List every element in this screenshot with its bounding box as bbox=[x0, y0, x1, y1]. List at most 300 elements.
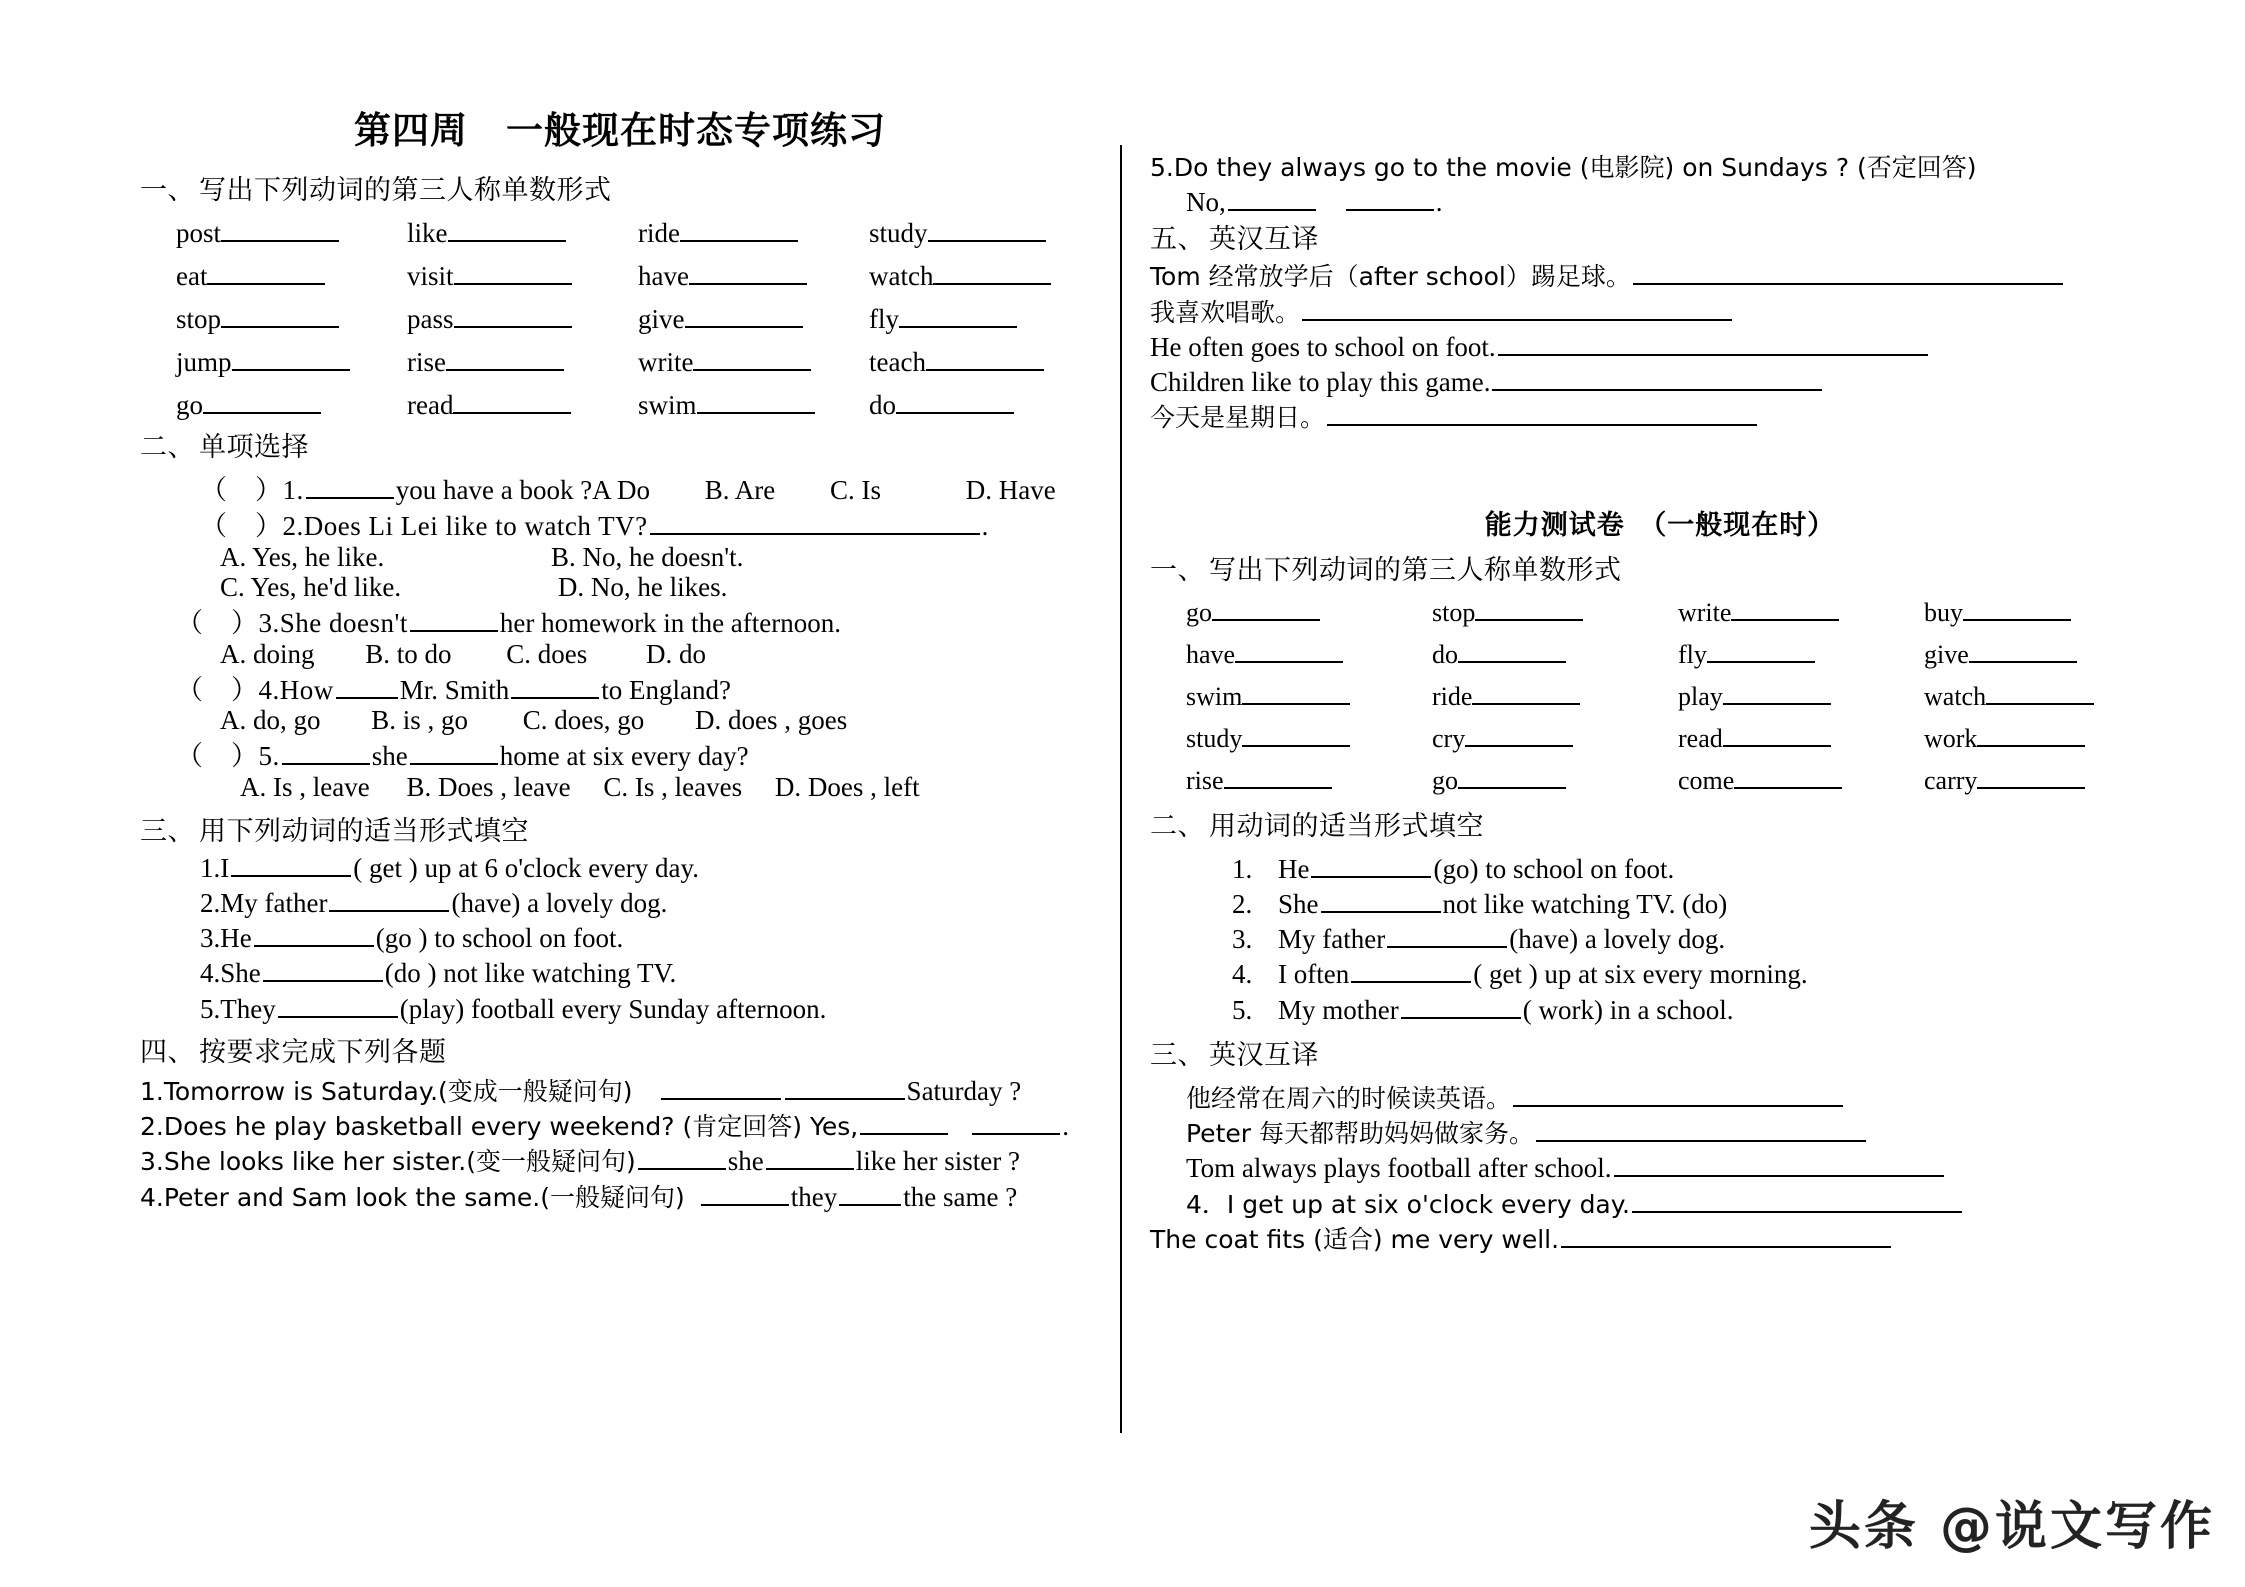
verb-label: carry bbox=[1924, 765, 1978, 795]
verb-blank[interactable] bbox=[453, 385, 571, 414]
mc-option-3d[interactable]: D. do bbox=[646, 638, 707, 669]
answer-blank[interactable] bbox=[766, 1141, 854, 1170]
test-fill-item bbox=[1186, 990, 2170, 1025]
answer-blank[interactable] bbox=[1498, 327, 1928, 356]
mc-checkbox-1[interactable]: （ ）1. bbox=[200, 475, 304, 505]
verb-blank[interactable] bbox=[203, 385, 321, 414]
answer-blank[interactable] bbox=[638, 1141, 726, 1170]
test-translate-item bbox=[1150, 1219, 2170, 1254]
test-fill-item bbox=[1186, 849, 2170, 884]
fill-pre: My father bbox=[1278, 924, 1386, 955]
fill-item bbox=[140, 918, 1100, 953]
verb-cell bbox=[1186, 761, 1432, 796]
mc-option-1b[interactable]: B. Are bbox=[704, 475, 776, 505]
mc-option-3b[interactable]: B. to do bbox=[365, 638, 452, 669]
mc-option-2d[interactable]: D. No, he likes. bbox=[557, 572, 728, 603]
verb-cell bbox=[1924, 635, 2170, 670]
verb-label: give bbox=[1924, 639, 1969, 669]
mc-option-5a[interactable]: A. Is , leave bbox=[240, 771, 370, 802]
verb-label: ride bbox=[1432, 681, 1473, 711]
verb-cell bbox=[1678, 719, 1924, 754]
verb-blank[interactable] bbox=[896, 385, 1014, 414]
mc-stem-5a: she bbox=[371, 741, 408, 772]
fill-item bbox=[140, 989, 1100, 1024]
section-heading-4 bbox=[140, 1030, 1100, 1069]
mc-option-3c[interactable]: C. does bbox=[506, 638, 588, 669]
verb-label: buy bbox=[1924, 597, 1963, 627]
verb-grid-right bbox=[1150, 593, 2170, 796]
transform-prompt: 2.Does he play basketball every weekend? (肯定回答) Yes, bbox=[140, 1112, 859, 1142]
verb-cell bbox=[869, 213, 1100, 249]
verb-label: stop bbox=[176, 304, 222, 334]
transform-prompt: 3.She looks like her sister.(变一般疑问句) bbox=[140, 1147, 636, 1177]
verb-cell bbox=[1432, 677, 1678, 712]
verb-label: stop bbox=[1432, 597, 1476, 627]
verb-label: write bbox=[638, 347, 694, 377]
test-translate-item bbox=[1150, 1113, 2170, 1148]
verb-label: jump bbox=[176, 347, 232, 377]
verb-label: write bbox=[1678, 597, 1732, 627]
item-number: 2. bbox=[1232, 888, 1253, 919]
verb-cell bbox=[869, 256, 1100, 292]
verb-cell bbox=[407, 342, 638, 378]
verb-blank[interactable] bbox=[899, 299, 1017, 328]
fill-post: not like watching TV. (do) bbox=[1442, 888, 1728, 919]
mc-option-2a[interactable]: A. Yes, he like. bbox=[220, 541, 385, 572]
item-number: 1. bbox=[1232, 853, 1253, 884]
verb-blank[interactable] bbox=[680, 213, 798, 242]
verb-blank[interactable] bbox=[693, 342, 811, 371]
section-heading-5 bbox=[1150, 217, 2170, 256]
verb-blank[interactable] bbox=[1734, 761, 1842, 789]
test-section-title-3: 英汉互译 bbox=[1209, 1039, 1319, 1071]
mc-stem-4a: Mr. Smith bbox=[399, 674, 510, 705]
verb-cell bbox=[1678, 593, 1924, 628]
answer-blank[interactable] bbox=[410, 736, 498, 765]
item-number: 4. bbox=[1232, 959, 1253, 990]
verb-cell bbox=[407, 299, 638, 335]
verb-blank[interactable] bbox=[446, 342, 564, 371]
verb-label: do bbox=[869, 390, 896, 420]
item-number: 5. bbox=[1232, 994, 1253, 1025]
verb-label: go bbox=[1432, 765, 1458, 795]
answer-post: . bbox=[1435, 187, 1443, 218]
watermark-logo: 头条 @说文写作 bbox=[1808, 1497, 2215, 1557]
verb-label: go bbox=[1186, 597, 1212, 627]
answer-blank[interactable] bbox=[1228, 182, 1316, 211]
mc-option-4c[interactable]: C. does, go bbox=[522, 705, 645, 736]
verb-blank[interactable] bbox=[1235, 635, 1343, 663]
mc-stem-1: you have a book ?A Do bbox=[395, 475, 650, 505]
mc-option-4d[interactable]: D. does , goes bbox=[695, 705, 848, 736]
mc-options-5 bbox=[140, 772, 1100, 803]
fill-pre: 5.They bbox=[200, 993, 276, 1024]
translate-prompt: 他经常在周六的时候读英语。 bbox=[1186, 1083, 1512, 1113]
answer-blank[interactable] bbox=[511, 670, 599, 699]
verb-label: have bbox=[1186, 639, 1236, 669]
test-translate-item bbox=[1150, 1078, 2170, 1113]
verb-label: fly bbox=[869, 304, 899, 334]
mc-question-2 bbox=[140, 506, 1100, 542]
verb-blank[interactable] bbox=[926, 342, 1044, 371]
verb-cell bbox=[638, 213, 869, 249]
section-heading-1 bbox=[140, 168, 1100, 207]
answer-blank[interactable] bbox=[282, 736, 370, 765]
test-section-number-3: 三、 bbox=[1150, 1039, 1205, 1071]
translate-item bbox=[1150, 362, 2170, 397]
verb-blank[interactable] bbox=[1458, 635, 1566, 663]
verb-blank[interactable] bbox=[1731, 593, 1839, 621]
verb-blank[interactable] bbox=[1963, 593, 2071, 621]
verb-cell bbox=[1678, 677, 1924, 712]
verb-blank[interactable] bbox=[933, 256, 1051, 285]
mc-stem-5b: home at six every day? bbox=[499, 741, 749, 772]
fill-post: (play) football every Sunday afternoon. bbox=[399, 993, 827, 1024]
verb-label: pass bbox=[407, 304, 454, 334]
translate-prompt: Peter 每天都帮助妈妈做家务。 bbox=[1186, 1119, 1534, 1149]
verb-cell bbox=[176, 213, 407, 249]
translate-prompt: 4．I get up at six o'clock every day. bbox=[1186, 1189, 1630, 1219]
verb-label: post bbox=[176, 218, 222, 248]
test-section-heading-2 bbox=[1150, 804, 2170, 843]
answer-blank[interactable] bbox=[1536, 1113, 1866, 1142]
mc-q2-tail: . bbox=[981, 510, 989, 541]
verb-blank[interactable] bbox=[221, 299, 339, 328]
section-number-1: 一、 bbox=[140, 175, 195, 206]
mc-option-4b[interactable]: B. is , go bbox=[371, 705, 469, 736]
mc-question-5 bbox=[140, 736, 1100, 772]
verb-blank[interactable] bbox=[1986, 677, 2094, 705]
verb-blank[interactable] bbox=[1977, 761, 2085, 789]
test-section-heading-1 bbox=[1150, 548, 2170, 587]
answer-blank[interactable] bbox=[1633, 256, 2063, 285]
section-title-1: 写出下列动词的第三人称单数形式 bbox=[199, 175, 612, 206]
test-section-title-1: 写出下列动词的第三人称单数形式 bbox=[1209, 554, 1622, 586]
translate-item bbox=[1150, 327, 2170, 362]
fill-post: ( get ) up at six every morning. bbox=[1473, 959, 1808, 990]
verb-cell bbox=[1678, 635, 1924, 670]
mc-option-1d[interactable]: D. Have bbox=[965, 475, 1056, 505]
mc-options-2-row1 bbox=[140, 542, 1100, 573]
verb-cell bbox=[1432, 719, 1678, 754]
answer-blank[interactable] bbox=[278, 989, 398, 1018]
verb-cell bbox=[638, 256, 869, 292]
verb-cell bbox=[1924, 761, 2170, 796]
mc-option-1c[interactable]: C. Is bbox=[829, 475, 881, 505]
mc-checkbox-2[interactable]: （ ）2.Does Li Lei like to watch TV? bbox=[200, 510, 648, 541]
item-number: 3. bbox=[1232, 924, 1253, 955]
verb-cell bbox=[1924, 677, 2170, 712]
fill-post: (go) to school on foot. bbox=[1433, 853, 1675, 884]
verb-cell bbox=[1432, 635, 1678, 670]
transform-tail: like her sister ? bbox=[855, 1146, 1020, 1177]
verb-label: work bbox=[1924, 723, 1978, 753]
transform-mid: they bbox=[790, 1181, 838, 1212]
translate-prompt: Tom 经常放学后（after school）踢足球。 bbox=[1150, 262, 1631, 292]
verb-cell bbox=[407, 213, 638, 249]
verb-cell bbox=[407, 385, 638, 421]
mc-stem-3: her homework in the afternoon. bbox=[499, 608, 841, 639]
verb-cell bbox=[1186, 677, 1432, 712]
verb-label: have bbox=[638, 261, 689, 291]
mc-checkbox-5[interactable]: （ ）5. bbox=[176, 741, 280, 772]
transform-prompt: 5.Do they always go to the movie (电影院) on Sundays ? (否定回答) bbox=[1150, 153, 1977, 182]
transform-mid: she bbox=[727, 1146, 764, 1177]
answer-blank[interactable] bbox=[336, 670, 398, 699]
fill-item bbox=[140, 953, 1100, 988]
answer-blank[interactable] bbox=[1321, 884, 1441, 913]
fill-pre: 3.He bbox=[200, 923, 252, 954]
mc-question-4 bbox=[140, 670, 1100, 706]
right-column bbox=[1150, 152, 2170, 1254]
verb-label: watch bbox=[869, 261, 934, 291]
verb-cell bbox=[1432, 593, 1678, 628]
verb-blank[interactable] bbox=[232, 342, 350, 371]
verb-label: study bbox=[869, 218, 928, 248]
verb-blank[interactable] bbox=[1465, 719, 1573, 747]
verb-label: eat bbox=[176, 261, 208, 291]
answer-blank[interactable] bbox=[1614, 1148, 1944, 1177]
verb-cell bbox=[1924, 719, 2170, 754]
answer-blank[interactable] bbox=[1513, 1078, 1843, 1107]
mc-option-5d[interactable]: D. Does , left bbox=[774, 771, 920, 802]
verb-cell bbox=[1186, 593, 1432, 628]
transform-item-1 bbox=[140, 1071, 1100, 1106]
verb-blank[interactable] bbox=[454, 256, 572, 285]
verb-blank[interactable] bbox=[221, 213, 339, 242]
verb-blank[interactable] bbox=[1723, 719, 1831, 747]
answer-blank[interactable] bbox=[1351, 954, 1471, 983]
mc-option-2c[interactable]: C. Yes, he'd like. bbox=[220, 572, 402, 603]
verb-label: rise bbox=[407, 347, 446, 377]
answer-blank[interactable] bbox=[701, 1177, 789, 1206]
translate-prompt: He often goes to school on foot. bbox=[1150, 331, 1496, 362]
verb-label: do bbox=[1432, 639, 1458, 669]
answer-blank[interactable] bbox=[785, 1071, 905, 1100]
transform-prompt: 4.Peter and Sam look the same.(一般疑问句) bbox=[140, 1182, 685, 1212]
verb-blank[interactable] bbox=[1458, 761, 1566, 789]
verb-blank[interactable] bbox=[1969, 635, 2077, 663]
answer-blank[interactable] bbox=[306, 470, 394, 499]
answer-blank[interactable] bbox=[254, 918, 374, 947]
answer-blank[interactable] bbox=[839, 1177, 901, 1206]
mc-option-3a[interactable]: A. doing bbox=[220, 638, 315, 669]
translate-prompt: 今天是星期日。 bbox=[1150, 403, 1326, 433]
test-fill-list bbox=[1150, 849, 2170, 1025]
section-title-2: 单项选择 bbox=[199, 432, 309, 463]
verb-blank[interactable] bbox=[448, 213, 566, 242]
answer-blank[interactable] bbox=[1311, 849, 1431, 878]
verb-cell bbox=[638, 385, 869, 421]
verb-label: visit bbox=[407, 261, 454, 291]
fill-post: (go ) to school on foot. bbox=[375, 923, 624, 954]
answer-blank[interactable] bbox=[1561, 1219, 1891, 1248]
fill-pre: I often bbox=[1278, 959, 1350, 990]
verb-cell bbox=[407, 256, 638, 292]
fill-pre: 2.My father bbox=[200, 887, 328, 918]
mc-checkbox-4[interactable]: （ ）4.How bbox=[176, 674, 334, 705]
fill-post: (have) a lovely dog. bbox=[451, 887, 668, 918]
answer-blank[interactable] bbox=[1387, 919, 1507, 948]
verb-label: give bbox=[638, 304, 685, 334]
answer-blank[interactable] bbox=[263, 953, 383, 982]
left-column bbox=[140, 100, 1100, 1212]
transform-item-3 bbox=[140, 1141, 1100, 1176]
mc-options-4 bbox=[140, 705, 1100, 736]
transform-tail: Saturday ? bbox=[906, 1075, 1022, 1106]
test-fill-item bbox=[1186, 954, 2170, 989]
column-divider bbox=[1120, 145, 1122, 1433]
fill-pre: She bbox=[1278, 888, 1319, 919]
transform-tail: the same ? bbox=[903, 1181, 1018, 1212]
verb-blank[interactable] bbox=[1475, 593, 1583, 621]
verb-blank[interactable] bbox=[1224, 761, 1332, 789]
verb-label: like bbox=[407, 218, 448, 248]
transform-prompt: 1.Tomorrow is Saturday.(变成一般疑问句) bbox=[140, 1076, 633, 1106]
verb-grid-left bbox=[140, 213, 1100, 421]
answer-blank[interactable] bbox=[1401, 990, 1521, 1019]
transform-item-4 bbox=[140, 1177, 1100, 1212]
section-heading-2 bbox=[140, 425, 1100, 464]
page-title: 第四周 一般现在时态专项练习 bbox=[354, 109, 886, 152]
mc-options-2-row2 bbox=[140, 572, 1100, 603]
verb-blank[interactable] bbox=[1707, 635, 1815, 663]
verb-blank[interactable] bbox=[685, 299, 803, 328]
section-number-2: 二、 bbox=[140, 432, 195, 463]
verb-label: fly bbox=[1678, 639, 1707, 669]
test-fill-item bbox=[1186, 919, 2170, 954]
verb-label: come bbox=[1678, 765, 1735, 795]
verb-cell bbox=[176, 256, 407, 292]
verb-blank[interactable] bbox=[1472, 677, 1580, 705]
test-section-title-2: 用动词的适当形式填空 bbox=[1209, 810, 1484, 842]
verb-label: cry bbox=[1432, 723, 1466, 753]
verb-cell bbox=[176, 342, 407, 378]
section-title-4: 按要求完成下列各题 bbox=[199, 1036, 447, 1068]
verb-label: teach bbox=[869, 347, 926, 377]
verb-blank[interactable] bbox=[689, 256, 807, 285]
verb-cell bbox=[638, 299, 869, 335]
section-number-3: 三、 bbox=[140, 815, 195, 847]
mc-options-3 bbox=[140, 639, 1100, 670]
verb-cell bbox=[176, 299, 407, 335]
verb-blank[interactable] bbox=[207, 256, 325, 285]
translate-prompt: Tom always plays football after school. bbox=[1186, 1153, 1612, 1184]
transform-tail: . bbox=[1062, 1111, 1069, 1142]
verb-cell bbox=[1186, 635, 1432, 670]
answer-blank[interactable] bbox=[1632, 1184, 1962, 1213]
answer-blank[interactable] bbox=[1346, 182, 1434, 211]
verb-label: swim bbox=[1186, 681, 1243, 711]
verb-blank[interactable] bbox=[1977, 719, 2085, 747]
answer-blank[interactable] bbox=[661, 1071, 781, 1100]
mc-question-3 bbox=[140, 603, 1100, 639]
transform-item-2 bbox=[140, 1106, 1100, 1141]
verb-label: watch bbox=[1924, 681, 1987, 711]
fill-post: ( work) in a school. bbox=[1522, 994, 1734, 1025]
fill-pre: 4.She bbox=[200, 958, 261, 989]
fill-post: (do ) not like watching TV. bbox=[384, 958, 677, 989]
verb-label: ride bbox=[638, 218, 680, 248]
verb-cell bbox=[638, 342, 869, 378]
fill-pre: He bbox=[1278, 853, 1310, 884]
verb-blank[interactable] bbox=[1242, 719, 1350, 747]
verb-blank[interactable] bbox=[697, 385, 815, 414]
answer-blank[interactable] bbox=[1327, 397, 1757, 426]
answer-blank[interactable] bbox=[329, 883, 449, 912]
fill-pre: 1.I bbox=[200, 852, 230, 883]
verb-label: go bbox=[176, 390, 203, 420]
test-section-number-1: 一、 bbox=[1150, 554, 1205, 586]
verb-label: study bbox=[1186, 723, 1243, 753]
verb-label: swim bbox=[638, 390, 697, 420]
verb-label: rise bbox=[1186, 765, 1224, 795]
transform-item-5 bbox=[1150, 152, 2170, 182]
verb-cell bbox=[1186, 719, 1432, 754]
mc-option-2b[interactable]: B. No, he doesn't. bbox=[551, 541, 744, 572]
answer-blank[interactable] bbox=[410, 603, 498, 632]
mc-checkbox-3[interactable]: （ ）3.She doesn't bbox=[176, 608, 408, 639]
answer-blank[interactable] bbox=[650, 506, 980, 535]
verb-cell bbox=[1678, 761, 1924, 796]
translate-prompt: Children like to play this game. bbox=[1150, 367, 1491, 398]
mc-option-4a[interactable]: A. do, go bbox=[220, 705, 321, 736]
verb-blank[interactable] bbox=[928, 213, 1046, 242]
translate-prompt: 我喜欢唱歌。 bbox=[1150, 297, 1301, 327]
mc-stem-4b: to England? bbox=[601, 674, 731, 705]
translate-item bbox=[1150, 256, 2170, 291]
translate-item bbox=[1150, 397, 2170, 432]
verb-cell bbox=[869, 342, 1100, 378]
verb-cell bbox=[869, 299, 1100, 335]
test-translate-item bbox=[1150, 1148, 2170, 1183]
mc-question-1 bbox=[140, 470, 1100, 506]
test-section-heading-3 bbox=[1150, 1033, 2170, 1072]
verb-blank[interactable] bbox=[1723, 677, 1831, 705]
section-number-4: 四、 bbox=[140, 1036, 195, 1068]
verb-cell bbox=[1924, 593, 2170, 628]
mc-option-5b[interactable]: B. Does , leave bbox=[406, 771, 571, 802]
translate-prompt: The coat fits (适合) me very well. bbox=[1150, 1224, 1560, 1254]
section-title-3: 用下列动词的适当形式填空 bbox=[199, 815, 529, 847]
test-section-number-2: 二、 bbox=[1150, 810, 1205, 842]
fill-post: (have) a lovely dog. bbox=[1509, 924, 1726, 955]
verb-blank[interactable] bbox=[1242, 677, 1350, 705]
test-translate-item bbox=[1150, 1184, 2170, 1219]
verb-blank[interactable] bbox=[1212, 593, 1320, 621]
mc-option-5c[interactable]: C. Is , leaves bbox=[603, 771, 743, 802]
answer-blank[interactable] bbox=[231, 848, 351, 877]
answer-blank[interactable] bbox=[1492, 362, 1822, 391]
test-paper-title: 能力测试卷 （一般现在时） bbox=[1484, 509, 1836, 541]
verb-cell bbox=[176, 385, 407, 421]
verb-label: play bbox=[1678, 681, 1723, 711]
translate-item bbox=[1150, 292, 2170, 327]
verb-blank[interactable] bbox=[454, 299, 572, 328]
answer-blank[interactable] bbox=[1302, 292, 1732, 321]
section-title-5: 英汉互译 bbox=[1209, 224, 1319, 256]
section-heading-3 bbox=[140, 809, 1100, 848]
fill-post: ( get ) up at 6 o'clock every day. bbox=[353, 852, 699, 883]
transform-item-5-answer bbox=[1150, 182, 2170, 217]
answer-blank[interactable] bbox=[860, 1106, 948, 1135]
answer-pre: No, bbox=[1186, 187, 1226, 218]
fill-item bbox=[140, 848, 1100, 883]
verb-label: read bbox=[407, 390, 454, 420]
answer-blank[interactable] bbox=[972, 1106, 1060, 1135]
test-fill-item bbox=[1186, 884, 2170, 919]
verb-cell bbox=[869, 385, 1100, 421]
